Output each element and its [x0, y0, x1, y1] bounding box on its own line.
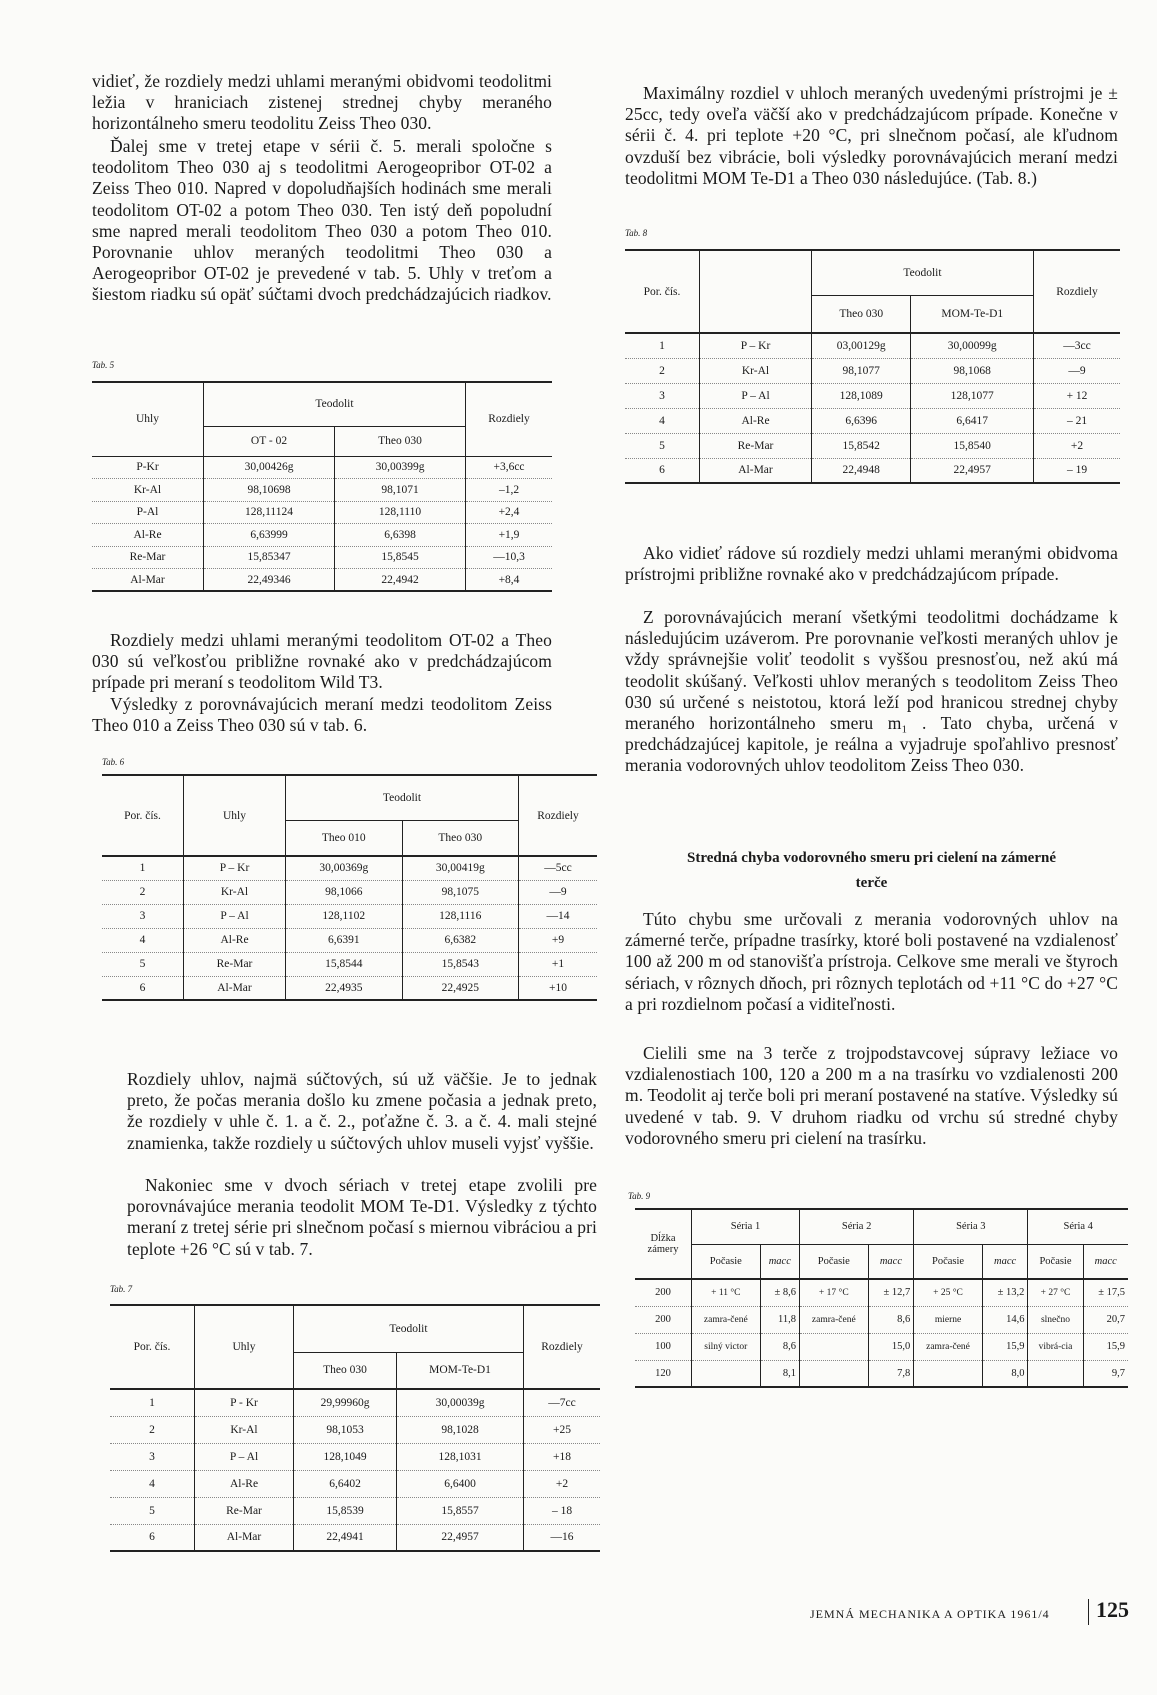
table-cell: 30,00369g: [286, 856, 403, 880]
table-cell: silný victor: [692, 1333, 761, 1360]
table-cell: 15,8542: [812, 433, 911, 458]
table-cell: 3: [625, 383, 700, 408]
table-cell: 20,7: [1083, 1306, 1128, 1333]
tab9-subheader-pocasie: Počasie: [692, 1244, 761, 1279]
tab9-header-series-4: Séria 4: [1028, 1209, 1128, 1244]
table-cell: —14: [519, 904, 598, 928]
tab6-header-b: Theo 030: [438, 831, 483, 844]
tab5-header-a: OT - 02: [204, 426, 335, 456]
tab8-caption: Tab. 8: [625, 228, 648, 238]
table-row: [102, 952, 597, 976]
table-cell: 03,00129g: [812, 333, 911, 358]
table-cell: 15,8539: [294, 1497, 397, 1524]
table-cell: zamra-čené: [800, 1306, 869, 1333]
table-row: [635, 1333, 1128, 1360]
table-cell: 2: [625, 358, 700, 383]
table-cell: Al-Mar: [184, 976, 286, 1000]
table-cell: 11,8: [760, 1306, 799, 1333]
table-6: [102, 774, 597, 1001]
table-cell: 6,6398: [335, 524, 466, 547]
left-paragraph-3: Rozdiely medzi uhlami meranými teodolitom OT-02 a Theo 030 sú veľkosťou približne rovnaké ako v predchádzajúcom prípade pri meraní s teodolitom Wild T3.: [92, 630, 552, 693]
journal-footer: JEMNÁ MECHANIKA A OPTIKA 1961/4: [810, 1607, 1050, 1621]
table-cell: 15,9: [1083, 1333, 1128, 1360]
table-cell: 128,1110: [335, 501, 466, 524]
table-cell: 1: [102, 856, 184, 880]
tab9-subheader-ma: macc: [868, 1244, 914, 1279]
table-cell: Re-Mar: [195, 1497, 294, 1524]
table-cell: +2,4: [466, 501, 553, 524]
table-cell: 128,1031: [397, 1443, 524, 1470]
table-cell: mierne: [914, 1306, 983, 1333]
table-row: [92, 456, 552, 479]
table-cell: 1: [625, 333, 700, 358]
table-row: [110, 1389, 600, 1416]
table-cell: P-Kr: [92, 456, 204, 479]
table-row: [102, 928, 597, 952]
table-9: [635, 1208, 1128, 1388]
table-cell: —9: [519, 880, 598, 904]
tab9-header-series-2: Séria 2: [800, 1209, 914, 1244]
table-row: [102, 880, 597, 904]
table-row: [110, 1416, 600, 1443]
table-cell: 128,1102: [286, 904, 403, 928]
table-cell: + 27 °C: [1028, 1279, 1083, 1306]
tab6-header-rozdiely: Rozdiely: [519, 775, 598, 856]
table-cell: Al-Re: [195, 1470, 294, 1497]
table-cell: 6,6402: [294, 1470, 397, 1497]
table-cell: Re-Mar: [184, 952, 286, 976]
table-cell: 128,1077: [911, 383, 1034, 408]
section-heading-line2: terče: [855, 875, 888, 891]
table-cell: Kr-Al: [92, 479, 204, 502]
table-cell: – 21: [1034, 408, 1121, 433]
table-cell: 15,9: [982, 1333, 1028, 1360]
table-row: [625, 333, 1120, 358]
table-cell: P – Al: [184, 904, 286, 928]
table-cell: 98,10698: [204, 479, 335, 502]
table-cell: —3cc: [1034, 333, 1121, 358]
tab5-header-rozdiely: Rozdiely: [466, 382, 553, 456]
table-cell: 30,00399g: [335, 456, 466, 479]
table-7: [110, 1304, 600, 1552]
table-cell: Al-Mar: [700, 458, 812, 483]
table-cell: 15,8544: [286, 952, 403, 976]
table-cell: 7,8: [868, 1360, 914, 1387]
tab8-header-por: Por. čís.: [625, 250, 700, 333]
table-cell: 22,4957: [397, 1524, 524, 1551]
tab6-header-teodolit: Teodolit: [286, 775, 519, 820]
left-paragraph-6: Nakoniec sme v dvoch sériach v tretej etape zvolili pre porovnávajúce merania teodolit MOM Te-D1. Výsledky z týchto meraní z tretej série pri slnečnom počasí s miernou vibráciou a pri teplote +26 °C sú v tab. 7.: [127, 1175, 597, 1259]
tab8-header-a: Theo 030: [812, 295, 911, 333]
table-cell: Kr-Al: [195, 1416, 294, 1443]
table-cell: +1,9: [466, 524, 553, 547]
tab7-header-uhly: Uhly: [195, 1305, 294, 1389]
table-row: [625, 358, 1120, 383]
table-cell: 22,49346: [204, 569, 335, 592]
table-cell: Al-Mar: [92, 569, 204, 592]
table-row: [110, 1443, 600, 1470]
table-cell: 6: [110, 1524, 195, 1551]
table-cell: [800, 1360, 869, 1387]
tab7-header-a: Theo 030: [294, 1352, 397, 1389]
table-cell: Al-Mar: [195, 1524, 294, 1551]
tab9-subheader-ma: macc: [1094, 1255, 1117, 1267]
table-cell: 5: [110, 1497, 195, 1524]
tab9-subheader-ma: macc: [982, 1244, 1028, 1279]
table-cell: +3,6cc: [466, 456, 553, 479]
table-cell: 6: [625, 458, 700, 483]
right-paragraph-2: Ako vidieť rádove sú rozdiely medzi uhlami meranými obidvoma prístrojmi približne rovnaké ako v predchádzajúcom prípade.: [625, 543, 1118, 585]
table-cell: [692, 1360, 761, 1387]
table-row: [110, 1497, 600, 1524]
table-cell: 98,1075: [402, 880, 519, 904]
table-cell: vibrá-cia: [1028, 1333, 1083, 1360]
table-cell: 6,6396: [812, 408, 911, 433]
table-cell: 8,6: [868, 1306, 914, 1333]
right-paragraph-3: Z porovnávajúcich meraní všetkými teodolitmi dochádzame k následujúcim uzáverom. Pre porovnanie veľkosti meraných uhlov je vždy správnejšie voliť teodolit s vyššou presnosťou, než akú má teodolit skúšaný. Veľkosti uhlov meraných s teodolitom Zeiss Theo 030 sú určené s neistotou, ktorá leží pod hranicou strednej chyby meraného horizontálneho smeru m₁ . Tato chyba, určená v predchádzajúcej kapitole, je reálna a vyjadruje spoľahlivo presnosť merania vodorovných uhlov teodolitom Zeiss Theo 030.: [625, 607, 1118, 776]
table-row: [102, 976, 597, 1000]
table-cell: 22,4925: [402, 976, 519, 1000]
table-cell: 3: [110, 1443, 195, 1470]
table-cell: ± 17,5: [1083, 1279, 1128, 1306]
tab9-subheader-ma: macc: [760, 1244, 799, 1279]
table-cell: P – Al: [195, 1443, 294, 1470]
table-cell: 8,1: [760, 1360, 799, 1387]
table-cell: 98,1028: [397, 1416, 524, 1443]
table-cell: 15,8545: [335, 546, 466, 569]
right-paragraph-4: Túto chybu sme určovali z merania vodorovných uhlov na zámerné terče, prípadne trasírky, ktoré boli postavené na vzdialenosť 100 až 200 m od stanovišťa prístroja. Celkove sme merali ve štyroch sériach, v rôznych dňoch, pri rôznych teplotách od +11 °C do +27 °C a pri rozdielnom počasí a viditeľnosti.: [625, 909, 1118, 1014]
table-cell: zamra-čené: [914, 1333, 983, 1360]
table-cell: zamra-čené: [692, 1306, 761, 1333]
tab7-header-rozdiely: Rozdiely: [524, 1305, 601, 1389]
tab9-subheader-pocasie: Počasie: [1028, 1244, 1083, 1279]
table-cell: 120: [635, 1360, 692, 1387]
table-cell: 2: [102, 880, 184, 904]
table-cell: 15,85347: [204, 546, 335, 569]
tab9-subheader-pocasie: Počasie: [914, 1244, 983, 1279]
table-cell: 98,1066: [286, 880, 403, 904]
table-row: [625, 408, 1120, 433]
table-cell: 15,8557: [397, 1497, 524, 1524]
table-cell: + 11 °C: [692, 1279, 761, 1306]
table-cell: —5cc: [519, 856, 598, 880]
table-row: [92, 501, 552, 524]
table-cell: 3: [102, 904, 184, 928]
table-cell: [914, 1360, 983, 1387]
table-cell: Al-Re: [700, 408, 812, 433]
table-cell: 200: [635, 1279, 692, 1306]
table-row: [92, 479, 552, 502]
table-cell: 22,4941: [294, 1524, 397, 1551]
page-number: 125: [1096, 1597, 1129, 1622]
tab9-header-series-3: Séria 3: [914, 1209, 1028, 1244]
table-cell: ± 8,6: [760, 1279, 799, 1306]
table-cell: Re-Mar: [700, 433, 812, 458]
table-cell: 5: [102, 952, 184, 976]
table-cell: +25: [524, 1416, 601, 1443]
table-cell: 6,6400: [397, 1470, 524, 1497]
table-row: [625, 458, 1120, 483]
table-cell: 128,1116: [402, 904, 519, 928]
table-cell: 15,8540: [911, 433, 1034, 458]
table-cell: —7cc: [524, 1389, 601, 1416]
table-cell: Al-Re: [184, 928, 286, 952]
table-cell: —16: [550, 1531, 574, 1544]
tab9-header-dlzka: Dĺžka zámery: [635, 1209, 692, 1279]
table-cell: slnečno: [1028, 1306, 1083, 1333]
left-paragraph-2: Ďalej sme v tretej etape v sérii č. 5. merali spoločne s teodolitom Theo 030 aj s teodolitmi Aerogeopribor OT-02 a Zeiss Theo 010. Napred v dopoludňajších hodinách sme merali teodolitom OT-02 a potom Theo 030. Ten istý deň popoludní sme napred merali teodolitom Theo 030 a potom Theo 010. Porovnanie uhlov meraných teodolitmi Theo 030 a Aerogeopribor OT-02 je prevedené v tab. 5. Uhly v treťom a šiestom riadku sú opäť súčtami dvoch predchádzajúcich riadkov.: [92, 136, 552, 305]
right-paragraph-5: Cielili sme na 3 terče z trojpodstavcovej súpravy ležiace vo vzdialenostiach 100, 120 a 200 m a na trasírku vo vzdialenosti 200 m. Teodolit aj terče boli pri meraní postavené na statíve. Výsledky sú uvedené v tab. 9. V druhom riadku od vrchu sú stredné chyby vodorovného smeru pri cielení na trasírku.: [625, 1043, 1118, 1148]
table-cell: ± 13,2: [982, 1279, 1028, 1306]
table-row: [110, 1470, 600, 1497]
tab8-header-rozdiely: Rozdiely: [1034, 250, 1121, 333]
table-cell: 15,8543: [402, 952, 519, 976]
table-cell: 22,4942: [335, 569, 466, 592]
table-cell: 9,7: [1111, 1367, 1125, 1379]
table-cell: 29,99960g: [294, 1389, 397, 1416]
table-cell: –1,2: [466, 479, 553, 502]
table-cell: 4: [110, 1470, 195, 1497]
left-paragraph-1: vidieť, že rozdiely medzi uhlami meranými obidvomi teodolitmi ležia v hraniciach zistenej strednej chyby meraného horizontálneho smeru teodolitu Zeiss Theo 030.: [92, 71, 552, 134]
table-cell: +9: [519, 928, 598, 952]
table-cell: 6,6382: [402, 928, 519, 952]
table-cell: Re-Mar: [92, 546, 204, 569]
table-cell: 6,63999: [204, 524, 335, 547]
table-row: [625, 383, 1120, 408]
table-cell: 6,6417: [911, 408, 1034, 433]
table-cell: – 18: [524, 1497, 601, 1524]
tab9-caption: Tab. 9: [628, 1191, 651, 1201]
table-cell: 15,0: [868, 1333, 914, 1360]
table-cell: 22,4935: [286, 976, 403, 1000]
table-cell: 98,1071: [335, 479, 466, 502]
table-cell: +1: [519, 952, 598, 976]
table-cell: 98,1053: [294, 1416, 397, 1443]
table-cell: 4: [102, 928, 184, 952]
table-cell: 30,00099g: [911, 333, 1034, 358]
tab9-header-series-1: Séria 1: [692, 1209, 800, 1244]
table-cell: —10,3: [466, 546, 553, 569]
tab6-caption: Tab. 6: [102, 757, 125, 767]
table-cell: 98,1068: [911, 358, 1034, 383]
table-cell: 5: [625, 433, 700, 458]
table-cell: 30,00426g: [204, 456, 335, 479]
table-cell: – 19: [1066, 464, 1088, 477]
table-cell: + 12: [1034, 383, 1121, 408]
table-cell: + 25 °C: [914, 1279, 983, 1306]
footer-divider: [1088, 1599, 1089, 1625]
table-cell: + 17 °C: [800, 1279, 869, 1306]
table-cell: 22,4957: [911, 458, 1034, 483]
tab7-header-teodolit: Teodolit: [294, 1305, 524, 1352]
table-cell: P – Kr: [184, 856, 286, 880]
table-cell: +8,4: [498, 573, 520, 586]
table-cell: [800, 1333, 869, 1360]
tab6-header-por: Por. čís.: [102, 775, 184, 856]
table-5: [92, 381, 552, 592]
table-cell: +10: [549, 981, 567, 994]
table-cell: —9: [1034, 358, 1121, 383]
table-cell: Al-Re: [92, 524, 204, 547]
tab7-header-b: MOM-Te-D1: [429, 1364, 491, 1377]
table-cell: 128,11124: [204, 501, 335, 524]
table-cell: +2: [1034, 433, 1121, 458]
table-cell: 6: [102, 976, 184, 1000]
table-cell: [1028, 1360, 1083, 1387]
left-paragraph-5: Rozdiely uhlov, najmä súčtových, sú už väčšie. Je to jednak preto, že počas merania došlo ku zmene počasia a jednak preto, že rozdiely v uhle č. 1. a č. 2., poťažne č. 3. a č. 4. mali stejné znamienka, takže rozdiely u súčtových uhlov museli vyjsť vyššie.: [127, 1069, 597, 1153]
tab5-caption: Tab. 5: [92, 360, 115, 370]
table-8: [625, 249, 1120, 484]
table-cell: 4: [625, 408, 700, 433]
table-row: [92, 546, 552, 569]
table-cell: 128,1049: [294, 1443, 397, 1470]
table-cell: 128,1089: [812, 383, 911, 408]
left-paragraph-4: Výsledky z porovnávajúcich meraní medzi teodolitom Zeiss Theo 010 a Zeiss Theo 030 sú v tab. 6.: [92, 694, 552, 736]
section-heading-line1: Stredná chyba vodorovného smeru pri cielení na zámerné: [686, 850, 1057, 866]
table-cell: 14,6: [982, 1306, 1028, 1333]
table-cell: P – Kr: [700, 333, 812, 358]
table-cell: 200: [635, 1306, 692, 1333]
table-row: [92, 524, 552, 547]
table-row: [625, 433, 1120, 458]
tab8-header-teodolit: Teodolit: [812, 250, 1034, 295]
table-cell: ± 12,7: [868, 1279, 914, 1306]
table-cell: 22,4948: [812, 458, 911, 483]
table-row: [635, 1306, 1128, 1333]
table-cell: 30,00419g: [402, 856, 519, 880]
tab6-header-a: Theo 010: [286, 820, 403, 856]
table-cell: 98,1077: [812, 358, 911, 383]
tab8-header-blank: [700, 250, 812, 333]
table-cell: P – Al: [700, 383, 812, 408]
tab8-header-b: MOM-Te-D1: [941, 307, 1004, 320]
table-row: [110, 1524, 600, 1551]
table-cell: 8,6: [760, 1333, 799, 1360]
tab7-header-por: Por. čís.: [110, 1305, 195, 1389]
tab5-header-teodolit: Teodolit: [204, 382, 466, 426]
table-cell: 6,6391: [286, 928, 403, 952]
tab5-header-uhly: Uhly: [92, 382, 204, 456]
table-cell: P-Al: [92, 501, 204, 524]
table-cell: P - Kr: [195, 1389, 294, 1416]
table-cell: Kr-Al: [184, 880, 286, 904]
tab9-subheader-pocasie: Počasie: [800, 1244, 869, 1279]
table-cell: Kr-Al: [700, 358, 812, 383]
table-cell: 1: [110, 1389, 195, 1416]
table-row: [102, 856, 597, 880]
table-cell: 30,00039g: [397, 1389, 524, 1416]
table-row: [635, 1360, 1128, 1387]
table-row: [92, 569, 552, 592]
table-cell: +2: [524, 1470, 601, 1497]
right-paragraph-1: Maximálny rozdiel v uhloch meraných uvedenými prístrojmi je ± 25cc, tedy oveľa väčší ako v predchádzajúcom prípade. Konečne v sérii č. 4. pri teplote +20 °C, pri slnečnom počasí, ale kľudnom ovzduší bez vibrácie, boli výsledky porovnávajúcich meraní medzi teodolitmi MOM Te-D1 a Theo 030 následujúce. (Tab. 8.): [625, 83, 1118, 188]
tab6-header-uhly: Uhly: [184, 775, 286, 856]
table-cell: 100: [635, 1333, 692, 1360]
table-cell: 8,0: [982, 1360, 1028, 1387]
tab7-caption: Tab. 7: [110, 1284, 133, 1294]
table-row: [635, 1279, 1128, 1306]
table-row: [102, 904, 597, 928]
tab5-header-b: Theo 030: [378, 435, 422, 447]
table-cell: 2: [110, 1416, 195, 1443]
table-cell: +18: [524, 1443, 601, 1470]
